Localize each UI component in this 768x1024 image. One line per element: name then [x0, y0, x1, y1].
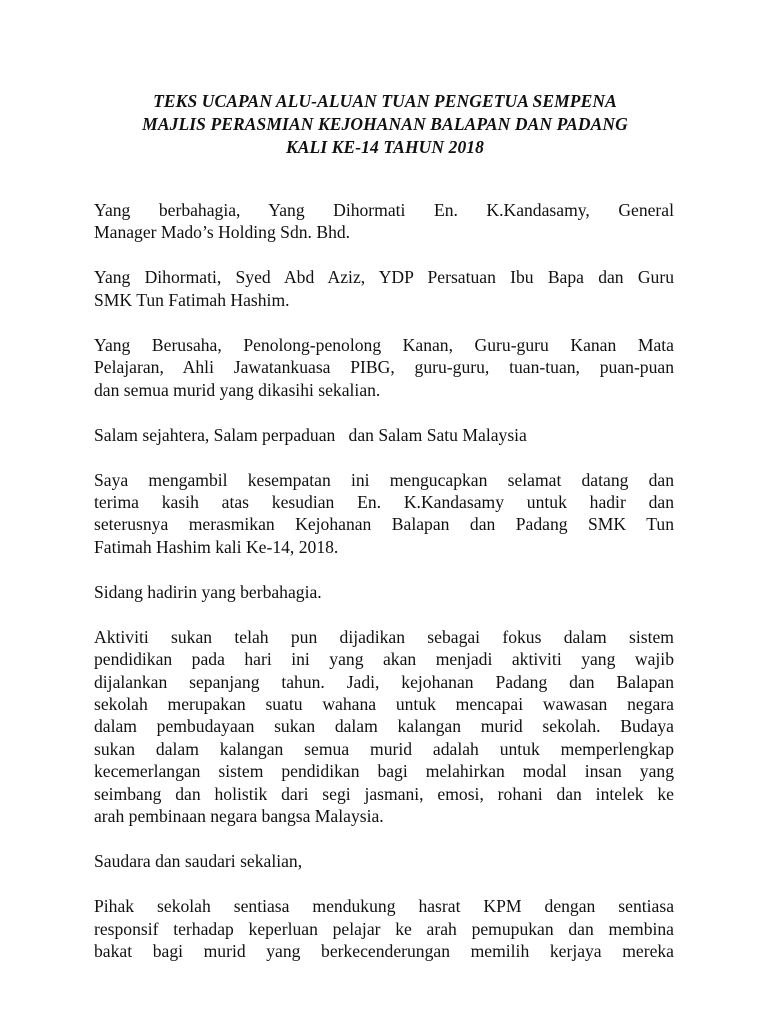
paragraph-line: Fatimah Hashim kali Ke-14, 2018. [94, 536, 339, 557]
paragraph-line: dijalankan sepanjang tahun. Jadi, kejohanan Padang dan Balapan [94, 671, 674, 692]
paragraph-line: Saya mengambil kesempatan ini mengucapkan selamat datang dan [94, 469, 674, 490]
paragraph-saudara-saudari [94, 850, 674, 872]
paragraph-line: Saudara dan saudari sekalian, [94, 851, 303, 872]
paragraph-line: seimbang dan holistik dari segi jasmani, emosi, rohani dan intelek ke [94, 783, 674, 804]
paragraph-line: pendidikan pada hari ini yang akan menjadi aktiviti yang wajib [94, 649, 674, 670]
document-title [90, 90, 680, 159]
title-line-2: MAJLIS PERASMIAN KEJOHANAN BALAPAN DAN PADANG [142, 114, 628, 134]
paragraph-welcome [94, 469, 674, 559]
paragraph-line: bakat bagi murid yang berkecenderungan memilih kerjaya mereka [94, 940, 674, 961]
paragraph-line: Yang berbahagia, Yang Dihormati En. K.Kandasamy, General [94, 200, 674, 220]
document-body [94, 199, 674, 985]
paragraph-line: Manager Mado’s Holding Sdn. Bhd. [94, 222, 351, 243]
paragraph-line: terima kasih atas kesudian En. K.Kandasamy untuk hadir dan [94, 492, 674, 513]
paragraph-sidang-hadirin [94, 581, 674, 603]
paragraph-line: arah pembinaan negara bangsa Malaysia. [94, 806, 384, 827]
paragraph-greeting-pibg [94, 266, 674, 311]
paragraph-aktiviti-sukan [94, 626, 674, 828]
paragraph-line: Salam sejahtera, Salam perpaduan dan Salam Satu Malaysia [94, 424, 527, 445]
paragraph-line: responsif terhadap keperluan pelajar ke arah pemupukan dan membina [94, 918, 674, 939]
paragraph-line: Yang Dihormati, Syed Abd Aziz, YDP Persatuan Ibu Bapa dan Guru [94, 267, 674, 288]
paragraph-line: seterusnya merasmikan Kejohanan Balapan dan Padang SMK Tun [94, 514, 674, 535]
paragraph-line: Pihak sekolah sentiasa mendukung hasrat KPM dengan sentiasa [94, 896, 674, 917]
paragraph-line: dalam pembudayaan sukan dalam kalangan murid sekolah. Budaya [94, 716, 674, 737]
paragraph-line: kecemerlangan sistem pendidikan bagi melahirkan modal insan yang [94, 761, 674, 782]
paragraph-greeting-staff [94, 334, 674, 401]
paragraph-greeting-guest [94, 199, 674, 244]
paragraph-salam [94, 424, 674, 446]
paragraph-line: dan semua murid yang dikasihi sekalian. [94, 379, 381, 400]
paragraph-line: Sidang hadirin yang berbahagia. [94, 581, 322, 602]
paragraph-line: SMK Tun Fatimah Hashim. [94, 289, 290, 310]
paragraph-line: Aktiviti sukan telah pun dijadikan sebagai fokus dalam sistem [94, 626, 674, 647]
title-line-3: KALI KE-14 TAHUN 2018 [285, 137, 485, 157]
paragraph-line: Yang Berusaha, Penolong-penolong Kanan, Guru-guru Kanan Mata [94, 334, 674, 355]
paragraph-line: Pelajaran, Ahli Jawatankuasa PIBG, guru-guru, tuan-tuan, puan-puan [94, 357, 674, 378]
paragraph-line: sukan dalam kalangan semua murid adalah untuk memperlengkap [94, 738, 674, 759]
paragraph-line: sekolah merupakan suatu wahana untuk mencapai wawasan negara [94, 694, 674, 715]
paragraph-pihak-sekolah [94, 895, 674, 962]
title-line-1: TEKS UCAPAN ALU-ALUAN TUAN PENGETUA SEMPENA [153, 91, 617, 111]
